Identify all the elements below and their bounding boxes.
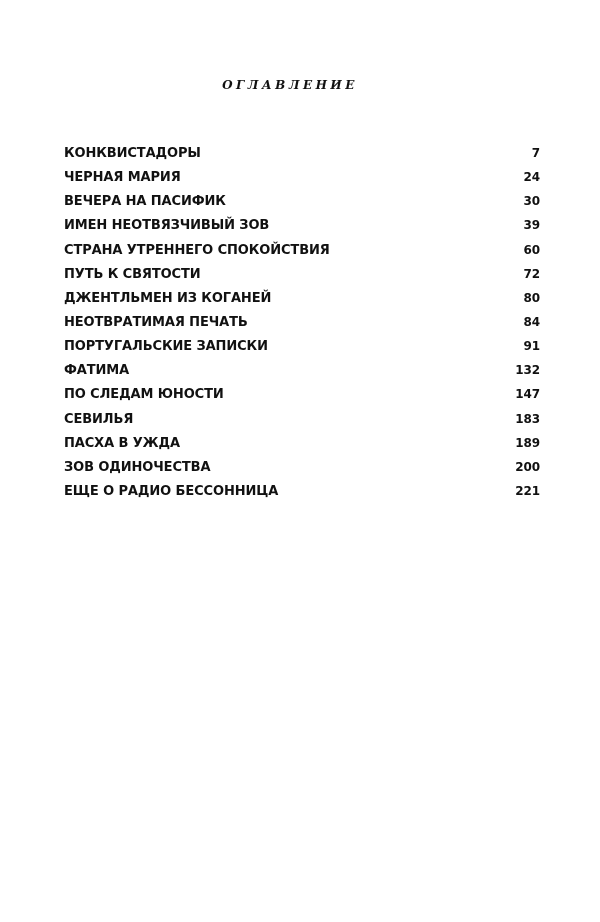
toc-entry [64, 243, 540, 267]
toc-entry-title: НЕОТВРАТИМАЯ ПЕЧАТЬ [64, 314, 248, 330]
toc-entry-title: ВЕЧЕРА НА ПАСИФИК [64, 194, 226, 210]
toc-entry [64, 291, 540, 315]
toc-entry-page-number: 39 [523, 218, 540, 233]
toc-entry-title: КОНКВИСТАДОРЫ [64, 146, 201, 161]
toc-entry-page-number: 189 [515, 435, 540, 450]
toc-entry-title: ПОРТУГАЛЬСКИЕ ЗАПИСКИ [64, 339, 268, 355]
toc-entry-page-number: 60 [523, 242, 540, 257]
toc-entry [64, 460, 540, 484]
toc-entry-page-number: 80 [523, 290, 540, 305]
toc-entry [64, 315, 540, 339]
toc-entry [64, 267, 540, 291]
toc-entry-title: ДЖЕНТЛЬМЕН ИЗ КОГАНЕЙ [64, 290, 272, 306]
toc-entry-page-number: 84 [523, 314, 540, 329]
toc-entry-title: СЕВИЛЬЯ [64, 411, 134, 427]
toc-entry-page-number: 30 [523, 194, 540, 209]
toc-entry-page-number: 147 [515, 387, 540, 402]
toc-entry-page-number: 72 [523, 266, 540, 281]
toc-entry-title: ПУТЬ К СВЯТОСТИ [64, 266, 201, 282]
toc-entry-title: ПО СЛЕДАМ ЮНОСТИ [64, 387, 224, 403]
toc-entry [64, 146, 540, 170]
toc-entry-title: ФАТИМА [64, 363, 130, 379]
toc-entry [64, 218, 540, 242]
toc-heading: ОГЛАВЛЕНИЕ [222, 78, 358, 92]
toc-entry-title: ИМЕН НЕОТВЯЗЧИВЫЙ ЗОВ [64, 218, 270, 234]
toc-entry [64, 194, 540, 218]
toc-entry [64, 339, 540, 363]
toc-entry [64, 436, 540, 460]
toc-entry-title: ЗОВ ОДИНОЧЕСТВА [64, 459, 211, 475]
toc-entry-title: ПАСХА В УЖДА [64, 435, 180, 451]
table-of-contents [64, 146, 540, 508]
toc-entry-page-number: 24 [523, 170, 540, 185]
toc-entry [64, 387, 540, 411]
toc-entry-page-number: 7 [531, 146, 540, 160]
toc-entry [64, 363, 540, 387]
toc-entry-page-number: 91 [523, 339, 540, 354]
toc-entry-page-number: 221 [515, 483, 540, 498]
toc-entry-page-number: 200 [515, 459, 540, 474]
toc-entry [64, 412, 540, 436]
toc-entry-title: ЧЕРНАЯ МАРИЯ [64, 170, 181, 186]
toc-entry-title: СТРАНА УТРЕННЕГО СПОКОЙСТВИЯ [64, 242, 330, 258]
toc-entry-title: ЕЩЕ О РАДИО БЕССОННИЦА [64, 483, 279, 499]
toc-entry-page-number: 132 [515, 363, 540, 378]
toc-entry-page-number: 183 [515, 411, 540, 426]
toc-entry [64, 484, 540, 508]
toc-entry [64, 170, 540, 194]
